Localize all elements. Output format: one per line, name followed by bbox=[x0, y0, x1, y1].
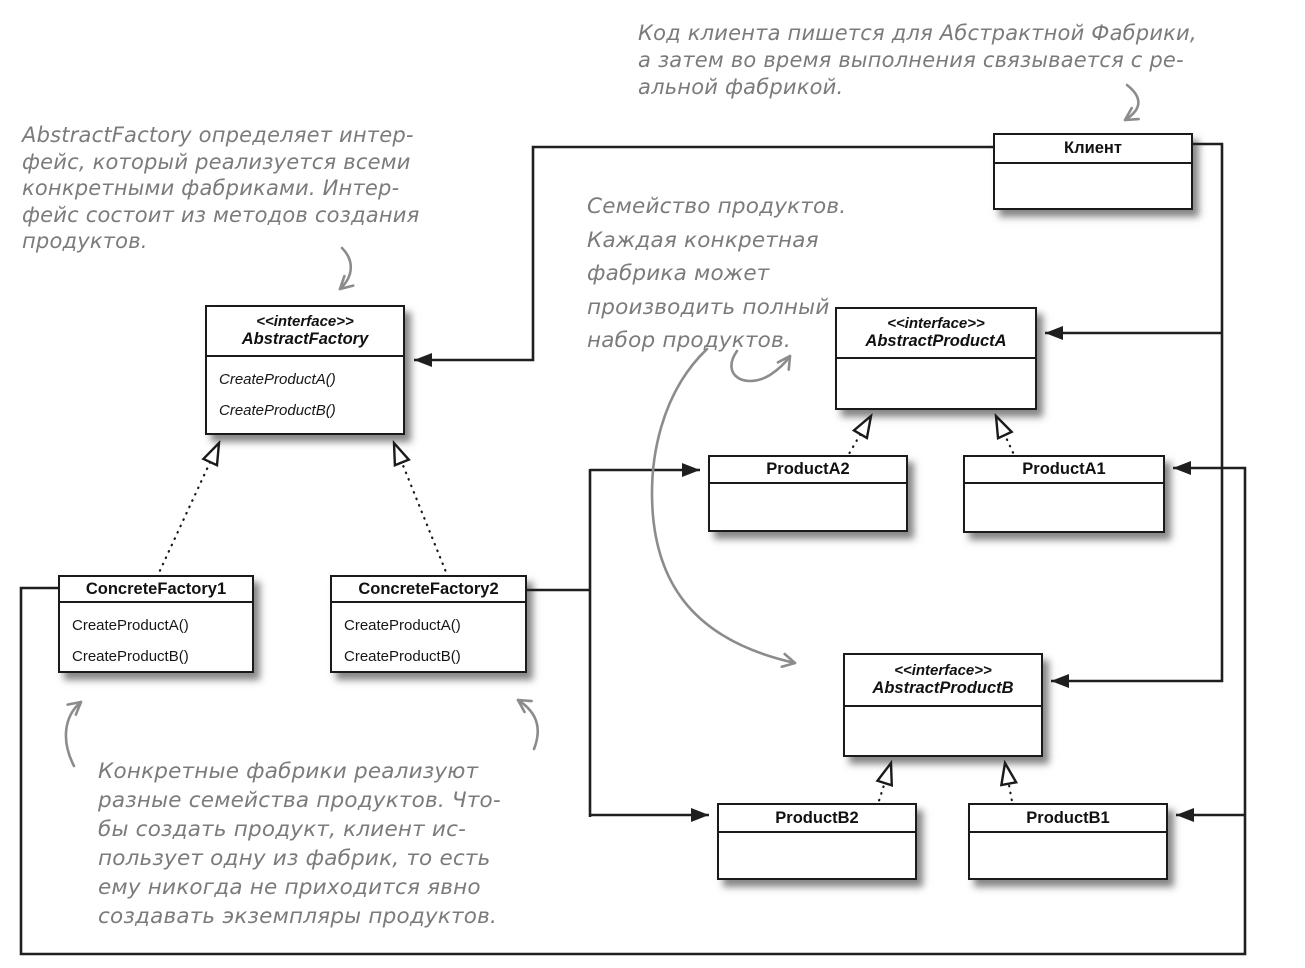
class-box-product-a1 bbox=[963, 455, 1165, 533]
class-header-abstract-factory bbox=[207, 307, 403, 357]
note-line: фабрика может bbox=[587, 261, 770, 286]
note-line: Каждая конкретная bbox=[587, 227, 819, 253]
class-header-product-b1 bbox=[970, 805, 1166, 833]
class-header-abstract-product-b bbox=[845, 655, 1041, 707]
class-box-abstract-product-b bbox=[843, 653, 1043, 757]
class-body-product-b2 bbox=[719, 833, 915, 849]
note-line: конкретными фабриками. Интер- bbox=[22, 176, 400, 200]
method-cf2-create-product-b: CreateProductB() bbox=[344, 648, 461, 665]
class-box-concrete-factory1 bbox=[58, 575, 254, 673]
realize-factory2-abstractfactory bbox=[394, 443, 448, 577]
class-body-abstract-product-a bbox=[837, 359, 1035, 375]
class-box-product-a2 bbox=[708, 455, 908, 532]
method-cf1-create-product-a: CreateProductA() bbox=[72, 617, 189, 634]
class-box-concrete-factory2 bbox=[330, 575, 527, 673]
class-header-product-b2 bbox=[719, 805, 915, 833]
class-box-abstract-factory bbox=[205, 305, 405, 435]
realize-producta2-abstractproducta bbox=[846, 416, 871, 459]
class-header-product-a1 bbox=[965, 457, 1163, 484]
class-body-concrete-factory2 bbox=[332, 603, 525, 687]
class-name-abstract-factory: AbstractFactory bbox=[241, 330, 369, 349]
note-line: пользует одну из фабрик, то есть bbox=[98, 846, 491, 871]
class-box-client bbox=[993, 133, 1193, 210]
note-line: фейс состоит из методов создания bbox=[22, 202, 420, 227]
realize-productb2-abstractproductb bbox=[877, 763, 891, 807]
note-line: а затем во время выполнения связывается с ре- bbox=[638, 48, 1184, 72]
note-line: производить полный bbox=[587, 294, 830, 320]
note-line: фейс, который реализуется всеми bbox=[22, 149, 411, 174]
note-line: разные семейства продуктов. Что- bbox=[98, 788, 501, 813]
class-name-concrete-factory1: ConcreteFactory1 bbox=[85, 579, 227, 598]
class-box-abstract-product-a bbox=[835, 307, 1037, 410]
method-cf2-create-product-a: CreateProductA() bbox=[344, 617, 461, 634]
class-name-abstract-product-b: AbstractProductB bbox=[872, 679, 1014, 698]
stereotype-abstract-product-b: <<interface>> bbox=[894, 661, 992, 679]
class-name-product-b2: ProductB2 bbox=[775, 808, 859, 827]
class-name-concrete-factory2: ConcreteFactory2 bbox=[358, 579, 499, 598]
class-body-concrete-factory1 bbox=[60, 603, 252, 687]
class-name-product-a1: ProductA1 bbox=[1022, 460, 1106, 479]
note-line: Семейство продуктов. bbox=[587, 194, 847, 219]
realize-factory1-abstractfactory bbox=[157, 443, 219, 577]
class-header-concrete-factory2 bbox=[332, 577, 525, 603]
note-line: Конкретные фабрики реализуют bbox=[98, 759, 479, 784]
stereotype-abstract-product-a: <<interface>> bbox=[887, 314, 985, 332]
realize-productb1-abstractproductb bbox=[1005, 763, 1013, 807]
class-name-client: Клиент bbox=[1064, 139, 1122, 158]
class-name-product-b1: ProductB1 bbox=[1026, 808, 1110, 827]
class-body-abstract-product-b bbox=[845, 707, 1041, 723]
note-product-family bbox=[587, 190, 846, 358]
note-line: Код клиента пишется для Абстрактной Фабрики, bbox=[638, 21, 1197, 45]
method-create-product-b: CreateProductB() bbox=[219, 402, 336, 419]
note-concrete-factories bbox=[98, 757, 501, 931]
sketch-arrow-to-factory2 bbox=[518, 700, 538, 749]
class-name-abstract-product-a: AbstractProductA bbox=[865, 332, 1007, 351]
class-body-client bbox=[995, 164, 1191, 180]
class-name-product-a2: ProductA2 bbox=[766, 460, 850, 479]
class-box-product-b2 bbox=[717, 803, 917, 880]
edge-client-abstractproductb bbox=[1051, 144, 1222, 681]
method-cf1-create-product-b: CreateProductB() bbox=[72, 648, 189, 665]
method-create-product-a: CreateProductA() bbox=[219, 371, 336, 388]
stereotype-abstract-factory: <<interface>> bbox=[256, 312, 354, 330]
sketch-arrow-to-factory1 bbox=[66, 702, 81, 766]
note-line: продуктов. bbox=[22, 229, 148, 253]
class-body-abstract-factory bbox=[207, 357, 403, 441]
realize-producta1-abstractproducta bbox=[996, 416, 1016, 459]
class-header-concrete-factory1 bbox=[60, 577, 252, 603]
note-line: набор продуктов. bbox=[587, 328, 791, 353]
note-client-code bbox=[638, 20, 1197, 101]
class-body-product-b1 bbox=[970, 833, 1166, 849]
class-body-product-a1 bbox=[965, 484, 1163, 500]
note-line: альной фабрикой. bbox=[638, 75, 844, 99]
class-header-product-a2 bbox=[710, 457, 906, 484]
note-line: создавать экземпляры продуктов. bbox=[98, 904, 497, 929]
note-line: ему никогда не приходится явно bbox=[98, 875, 481, 900]
note-line: бы создать продукт, клиент ис- bbox=[98, 817, 467, 842]
note-abstract-factory bbox=[22, 122, 419, 255]
class-box-product-b1 bbox=[968, 803, 1168, 880]
class-header-client bbox=[995, 135, 1191, 164]
note-line: AbstractFactory определяет интер- bbox=[22, 123, 414, 147]
class-body-product-a2 bbox=[710, 484, 906, 500]
class-header-abstract-product-a bbox=[837, 309, 1035, 359]
